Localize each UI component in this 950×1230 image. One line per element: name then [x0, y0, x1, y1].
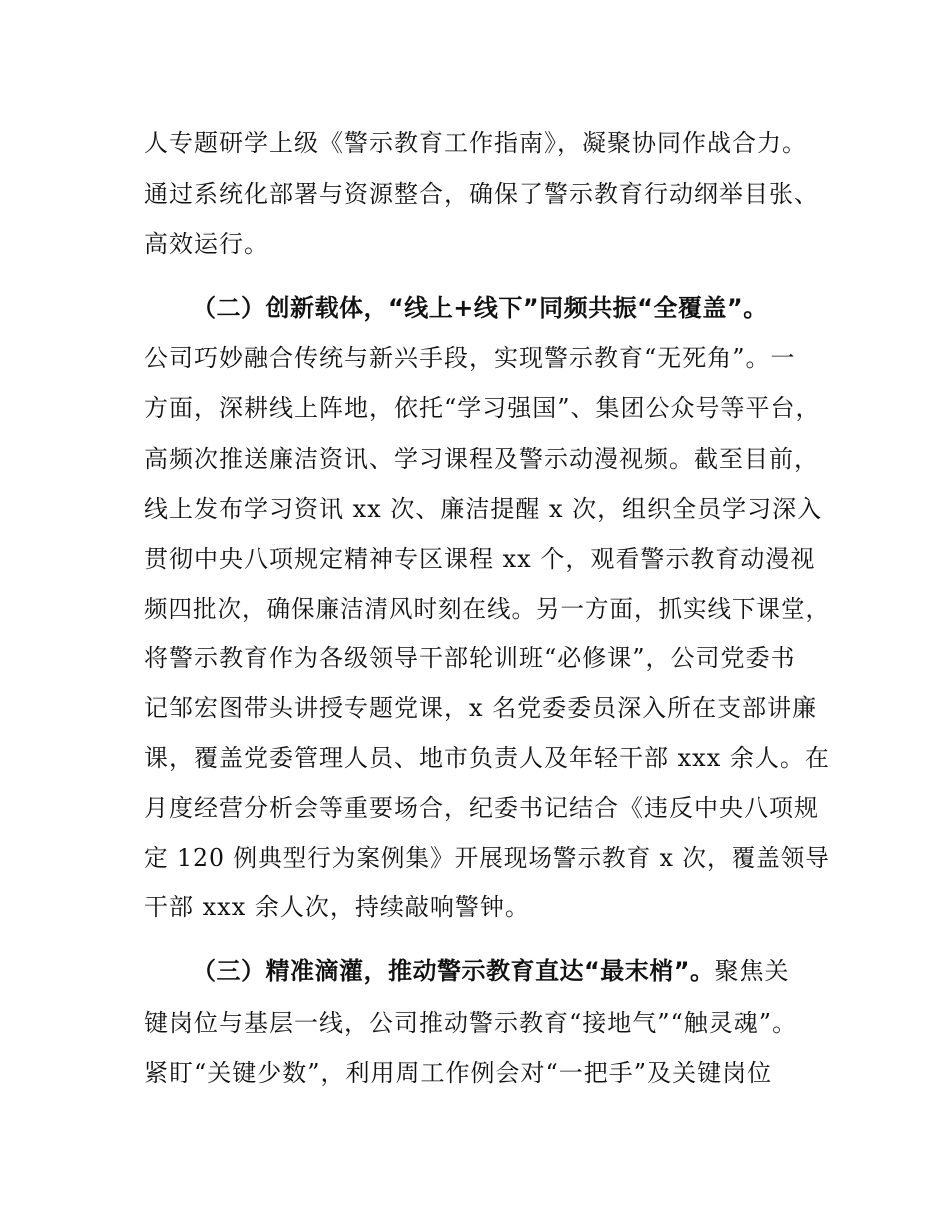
paragraph-2-line-9: 课，覆盖党委管理人员、地市负责人及年轻干部 xxx 余人。在 [144, 744, 830, 772]
section-2-heading-line [192, 293, 768, 323]
paragraph-3-line-1: 键岗位与基层一线，公司推动警示教育“接地气”“触灵魂”。 [144, 1009, 798, 1037]
section-3-heading-line [192, 956, 790, 986]
paragraph-2-line-11: 定 120 例典型行为案例集》开展现场警示教育 x 次，覆盖领导 [144, 844, 830, 872]
paragraph-2-line-12: 干部 xxx 余人次，持续敲响警钟。 [144, 893, 530, 921]
section-2-heading: （二）创新载体，“线上+线下”同频共振“全覆盖”。 [192, 294, 768, 322]
section-3-heading: （三）精准滴灌，推动警示教育直达“最末梢”。 [192, 957, 715, 985]
paragraph-2-line-7: 将警示教育作为各级领导干部轮训班“必修课”，公司党委书 [144, 644, 796, 672]
paragraph-2-line-8: 记邹宏图带头讲授专题党课，x 名党委委员深入所在支部讲廉 [144, 694, 818, 722]
paragraph-3-line-2: 紧盯“关键少数”，利用周工作例会对“一把手”及关键岗位 [144, 1059, 773, 1087]
paragraph-2-line-5: 贯彻中央八项规定精神专区课程 xx 个，观看警示教育动漫视 [144, 545, 816, 573]
paragraph-2-line-6: 频四批次，确保廉洁清风时刻在线。另一方面，抓实线下课堂， [144, 595, 830, 623]
paragraph-1-line-1: 人专题研学上级《警示教育工作指南》，凝聚协同作战合力。 [144, 129, 807, 157]
paragraph-2-line-1: 公司巧妙融合传统与新兴手段，实现警示教育“无死角”。一 [144, 344, 796, 372]
paragraph-2-line-4: 线上发布学习资讯 xx 次、廉洁提醒 x 次，组织全员学习深入 [144, 495, 823, 523]
section-3-heading-tail: 聚焦关 [714, 957, 790, 985]
paragraph-2-line-3: 高频次推送廉洁资讯、学习课程及警示动漫视频。截至目前， [144, 445, 819, 473]
paragraph-2-line-10: 月度经营分析会等重要场合，纪委书记结合《违反中央八项规 [144, 794, 819, 822]
paragraph-2-line-2: 方面，深耕线上阵地，依托“学习强国”、集团公众号等平台， [144, 394, 821, 422]
paragraph-1-line-2: 通过系统化部署与资源整合，确保了警示教育行动纲举目张、 [144, 180, 819, 208]
paragraph-1-line-3: 高效运行。 [144, 230, 269, 258]
